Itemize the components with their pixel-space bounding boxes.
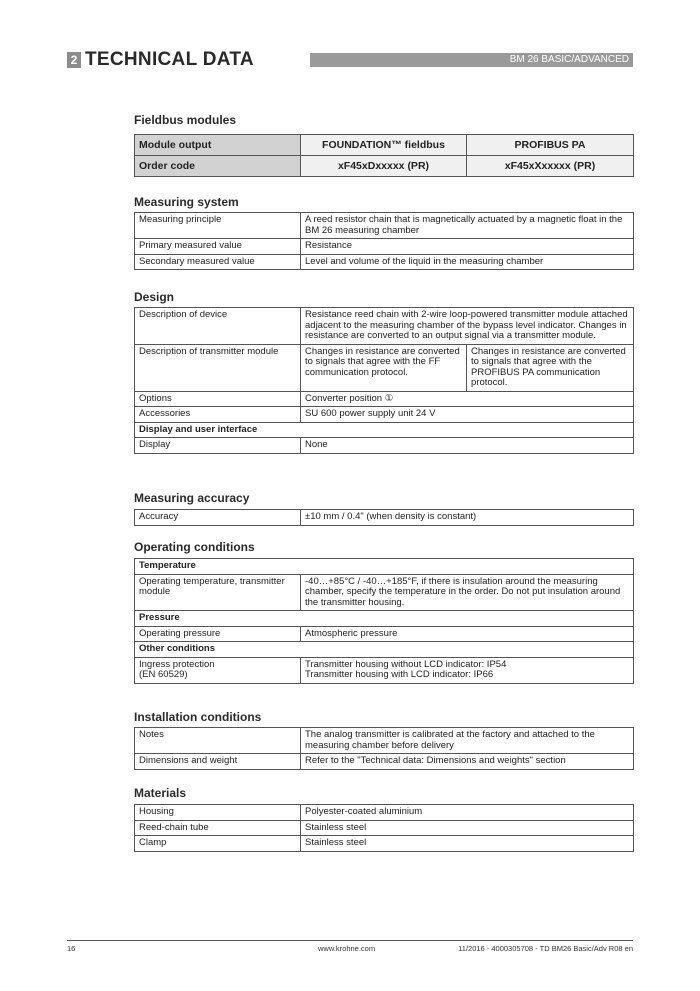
- design-title: Design: [134, 290, 175, 304]
- table-row: [135, 407, 634, 423]
- table-row: [135, 728, 634, 754]
- row-value: SU 600 power supply unit 24 V: [301, 407, 634, 423]
- module-output-pa: PROFIBUS PA: [467, 135, 634, 156]
- installation-title: Installation conditions: [134, 710, 262, 724]
- table-row: [135, 510, 634, 526]
- operating-title: Operating conditions: [134, 540, 255, 554]
- row-value: Stainless steel: [301, 836, 634, 852]
- table-row: [135, 626, 634, 642]
- accuracy-title: Measuring accuracy: [134, 491, 250, 505]
- table-row: [135, 156, 634, 177]
- ingress-label-line: Ingress protection: [139, 658, 215, 670]
- table-row: [135, 213, 634, 239]
- ingress-value-line: Transmitter housing with LCD indicator: IP66: [305, 669, 494, 680]
- table-subheader-row: [135, 422, 634, 438]
- installation-table: [134, 727, 634, 770]
- row-label: [135, 657, 301, 683]
- row-value: Level and volume of the liquid in the measuring chamber: [301, 254, 634, 270]
- footer-url[interactable]: www.krohne.com: [318, 944, 376, 953]
- row-value: Refer to the "Technical data: Dimensions and weights" section: [301, 754, 634, 770]
- row-value: None: [301, 438, 634, 454]
- row-label: Clamp: [135, 836, 301, 852]
- module-output-label: Module output: [135, 135, 301, 156]
- row-value: A reed resistor chain that is magnetically actuated by a magnetic float in the BM 26 measuring chamber: [301, 213, 634, 239]
- page-number: 16: [67, 944, 76, 953]
- section-number: 2: [67, 52, 81, 68]
- footer-reference: 11/2016 - 4000305708 - TD BM26 Basic/Adv R08 en: [458, 944, 633, 953]
- row-label: Measuring principle: [135, 213, 301, 239]
- pressure-subheader: Pressure: [135, 611, 634, 627]
- order-code-label: Order code: [135, 156, 301, 177]
- table-row: [135, 254, 634, 270]
- table-row: [135, 135, 634, 156]
- row-value: Resistance: [301, 239, 634, 255]
- table-row: [135, 805, 634, 821]
- row-label: Primary measured value: [135, 239, 301, 255]
- page-header: [67, 51, 633, 69]
- table-row: [135, 438, 634, 454]
- row-label: Options: [135, 391, 301, 407]
- fieldbus-title: Fieldbus modules: [134, 113, 237, 127]
- row-label: Description of transmitter module: [135, 344, 301, 391]
- table-subheader-row: [135, 642, 634, 658]
- module-output-ff: FOUNDATION™ fieldbus: [301, 135, 467, 156]
- operating-table: [134, 558, 634, 684]
- row-value: Atmospheric pressure: [301, 626, 634, 642]
- row-label: Dimensions and weight: [135, 754, 301, 770]
- design-table: [134, 307, 634, 454]
- table-row: [135, 239, 634, 255]
- display-subheader: Display and user interface: [135, 422, 634, 438]
- row-value: Resistance reed chain with 2-wire loop-powered transmitter module attached adjacent to the measuring chamber of the bypass level indicator. Changes in resistance are converted to an output signal via a transmitter module.: [301, 308, 634, 345]
- table-row: [135, 657, 634, 683]
- materials-title: Materials: [134, 786, 187, 800]
- order-code-pa: xF45xXxxxxx (PR): [467, 156, 634, 177]
- table-row: [135, 391, 634, 407]
- transmitter-ff-value: Changes in resistance are converted to signals that agree with the FF communication protocol.: [301, 344, 467, 391]
- row-label: Housing: [135, 805, 301, 821]
- ingress-label-line: (EN 60529): [139, 669, 188, 680]
- row-value: [301, 657, 634, 683]
- ingress-value-line: Transmitter housing without LCD indicator: IP54: [305, 658, 507, 670]
- footer-divider: [67, 940, 633, 941]
- table-row: [135, 754, 634, 770]
- table-row: [135, 574, 634, 611]
- table-row: [135, 344, 634, 391]
- table-row: [135, 308, 634, 345]
- document-title: BM 26 BASIC/ADVANCED: [509, 54, 629, 65]
- row-label: Description of device: [135, 308, 301, 345]
- row-label: Notes: [135, 728, 301, 754]
- row-value: Converter position ①: [301, 391, 634, 407]
- materials-table: [134, 804, 634, 852]
- temperature-subheader: Temperature: [135, 559, 634, 575]
- other-conditions-subheader: Other conditions: [135, 642, 634, 658]
- table-subheader-row: [135, 611, 634, 627]
- transmitter-pa-value: Changes in resistance are converted to signals that agree with the PROFIBUS PA communication protocol.: [467, 344, 634, 391]
- row-value: Stainless steel: [301, 820, 634, 836]
- row-label: Secondary measured value: [135, 254, 301, 270]
- table-row: [135, 820, 634, 836]
- row-value: ±10 mm / 0.4" (when density is constant): [301, 510, 634, 526]
- measuring-system-title: Measuring system: [134, 195, 239, 209]
- table-row: [135, 836, 634, 852]
- row-label: Accessories: [135, 407, 301, 423]
- row-label: Operating pressure: [135, 626, 301, 642]
- row-label: Accuracy: [135, 510, 301, 526]
- order-code-ff: xF45xDxxxxx (PR): [301, 156, 467, 177]
- row-label: Display: [135, 438, 301, 454]
- row-value: Polyester-coated aluminium: [301, 805, 634, 821]
- row-label: Operating temperature, transmitter module: [135, 574, 301, 611]
- row-value: -40…+85°C / -40…+185°F, if there is insulation around the measuring chamber, specify the temperature in the order. Do not put insulation around the transmitter housing.: [301, 574, 634, 611]
- row-label: Reed-chain tube: [135, 820, 301, 836]
- measuring-system-table: [134, 212, 634, 270]
- fieldbus-table: [134, 134, 634, 177]
- row-value: The analog transmitter is calibrated at the factory and attached to the measuring chamber before delivery: [301, 728, 634, 754]
- accuracy-table: [134, 509, 634, 526]
- table-subheader-row: [135, 559, 634, 575]
- section-title: TECHNICAL DATA: [85, 49, 254, 70]
